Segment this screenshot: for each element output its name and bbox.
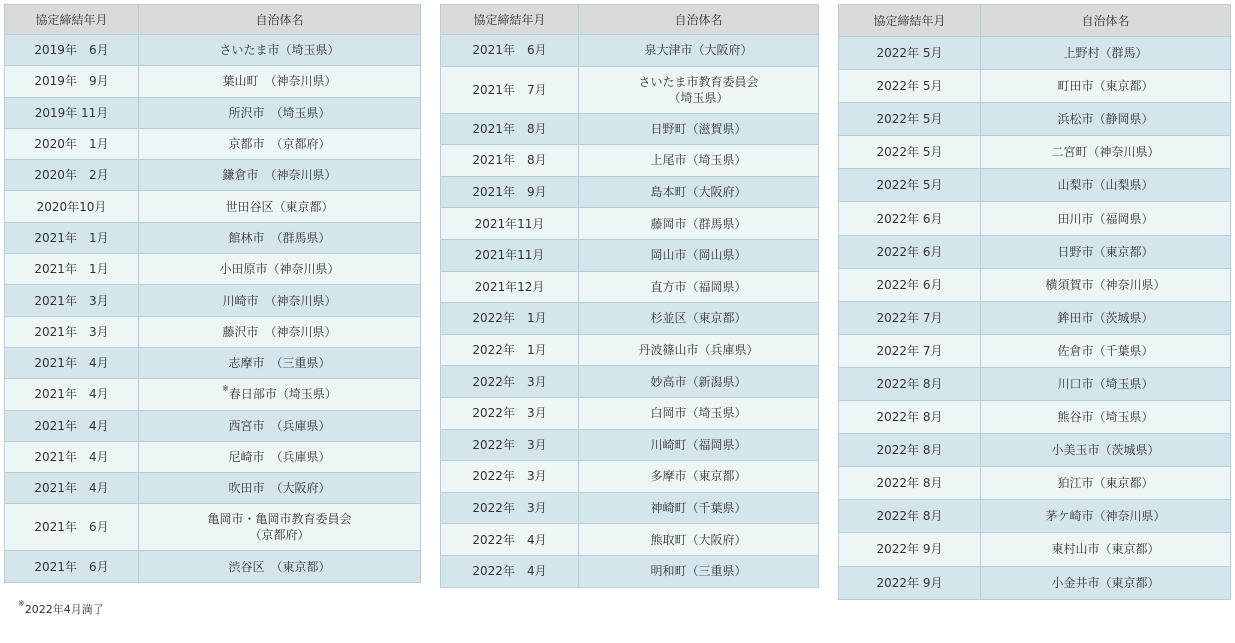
municipality-label: 小美玉市（茨城県）: [1051, 443, 1160, 458]
footnote-mark: ※: [18, 599, 25, 609]
agreement-date: 2019年 11月: [5, 97, 139, 128]
municipality-label: 小田原市（神奈川県）: [219, 262, 340, 277]
agreement-date: 2022年 3月: [441, 492, 579, 524]
municipality-label: 島本町（大阪府）: [650, 185, 747, 200]
municipality-label: 京都市 （京都府）: [228, 137, 331, 152]
municipality-name: [579, 429, 819, 461]
agreement-date: 2022年 3月: [441, 397, 579, 429]
agreement-date: 2021年 3月: [5, 316, 139, 347]
municipality-label: 上尾市（埼玉県）: [650, 153, 747, 168]
municipality-label: 直方市（福岡県）: [650, 279, 747, 294]
agreement-date: 2022年 5月: [839, 70, 981, 103]
table-row: [5, 379, 421, 410]
table-row: [5, 410, 421, 441]
agreement-date: 2022年 8月: [839, 467, 981, 500]
municipality-label: 山梨市（山梨県）: [1057, 178, 1154, 193]
name-column-header: 自治体名: [579, 5, 819, 35]
municipality-name: [981, 500, 1231, 533]
footnote: [18, 601, 104, 617]
agreement-date: 2022年 8月: [839, 367, 981, 400]
table-row: [839, 103, 1231, 136]
municipality-name: [981, 169, 1231, 202]
table-row: [839, 37, 1231, 70]
municipality-name: [981, 301, 1231, 334]
municipality-label: 所沢市 （埼玉県）: [228, 105, 331, 120]
municipality-label: 川崎市 （神奈川県）: [222, 293, 337, 308]
agreement-date: 2021年 6月: [441, 35, 579, 67]
municipality-name: [139, 347, 421, 378]
municipality-label: 浜松市（静岡県）: [1057, 112, 1154, 127]
municipality-label: 渋谷区 （東京都）: [228, 559, 331, 574]
table-row: [839, 70, 1231, 103]
date-column-header: 協定締結年月: [839, 5, 981, 37]
agreement-date: 2022年 7月: [839, 301, 981, 334]
municipality-label: 西宮市 （兵庫県）: [228, 418, 331, 433]
municipality-name: [139, 222, 421, 253]
agreement-date: 2022年 5月: [839, 136, 981, 169]
agreement-date: 2022年 8月: [839, 500, 981, 533]
table-row: [5, 316, 421, 347]
agreement-table-2: [440, 4, 819, 588]
table-row: [441, 303, 819, 335]
municipality-name: [579, 397, 819, 429]
municipality-name: [139, 410, 421, 441]
agreement-date: 2022年 8月: [839, 401, 981, 434]
agreement-date: 2022年 4月: [441, 524, 579, 556]
municipality-name: [579, 35, 819, 67]
municipality-name: [139, 128, 421, 159]
municipality-label: 熊谷市（埼玉県）: [1057, 410, 1154, 425]
agreement-date: 2020年10月: [5, 191, 139, 222]
municipality-name: [981, 37, 1231, 70]
municipality-name: [579, 239, 819, 271]
header-row: [441, 5, 819, 35]
municipality-label: 丹波篠山市（兵庫県）: [638, 343, 759, 358]
municipality-label: 世田谷区（東京都）: [225, 199, 334, 214]
table-row: [441, 113, 819, 145]
table-row: [441, 429, 819, 461]
name-column-header: 自治体名: [981, 5, 1231, 37]
agreement-date: 2022年 3月: [441, 366, 579, 398]
table-row: [839, 334, 1231, 367]
table-row: [839, 401, 1231, 434]
municipality-label: さいたま市（埼玉県）: [219, 43, 340, 58]
agreement-date: 2021年 6月: [5, 551, 139, 582]
table-row: [839, 467, 1231, 500]
table-row: [441, 461, 819, 493]
header-row: [839, 5, 1231, 37]
municipality-name: [981, 235, 1231, 268]
municipality-label: 町田市（東京都）: [1057, 79, 1154, 94]
table-row: [5, 97, 421, 128]
table-row: [5, 35, 421, 66]
municipality-name: [981, 103, 1231, 136]
municipality-label: 尼崎市 （兵庫県）: [228, 450, 331, 464]
agreement-date: 2022年 6月: [839, 268, 981, 301]
municipality-name: [579, 461, 819, 493]
municipality-label: 横須賀市（神奈川県）: [1045, 277, 1166, 292]
municipality-label: 二宮町（神奈川県）: [1051, 145, 1160, 160]
municipality-label: 東村山市（東京都）: [1051, 542, 1160, 557]
agreement-date: 2022年 8月: [839, 434, 981, 467]
municipality-name: [139, 254, 421, 285]
table-row: [5, 347, 421, 378]
table-row: [839, 301, 1231, 334]
agreement-date: 2022年 5月: [839, 103, 981, 136]
municipality-label: 館林市 （群馬県）: [228, 230, 331, 245]
date-column-header: 協定締結年月: [5, 5, 139, 35]
table-row: [839, 434, 1231, 467]
table-row: [441, 271, 819, 303]
agreement-date: 2021年 1月: [5, 254, 139, 285]
agreement-date: 2022年 1月: [441, 303, 579, 335]
municipality-label: 佐倉市（千葉県）: [1057, 343, 1154, 358]
agreement-date: 2022年 1月: [441, 334, 579, 366]
table-row: [5, 285, 421, 316]
municipality-name: [579, 113, 819, 145]
agreement-date: 2022年 5月: [839, 169, 981, 202]
table-row: [839, 566, 1231, 599]
table-row: [441, 334, 819, 366]
agreement-date: 2022年 9月: [839, 566, 981, 599]
agreement-date: 2021年12月: [441, 271, 579, 303]
agreement-date: 2021年 4月: [5, 379, 139, 410]
municipality-label: 川口市（埼玉県）: [1057, 376, 1154, 391]
municipality-name: [579, 66, 819, 113]
agreement-date: 2022年 7月: [839, 334, 981, 367]
municipality-label: 多摩市（東京都）: [650, 469, 747, 484]
municipality-name: [579, 366, 819, 398]
table-row: [441, 176, 819, 208]
municipality-name: [981, 202, 1231, 235]
municipality-label: 泉大津市（大阪府）: [644, 43, 753, 58]
municipality-name: [139, 504, 421, 551]
table-row: [441, 524, 819, 556]
agreement-date: 2022年 6月: [839, 235, 981, 268]
name-column-header: 自治体名: [139, 5, 421, 35]
municipality-name: [139, 97, 421, 128]
header-row: [5, 5, 421, 35]
municipality-label: さいたま市教育委員会 （埼玉県）: [638, 74, 759, 105]
table-row: [441, 66, 819, 113]
municipality-name: [981, 401, 1231, 434]
agreement-date: 2021年 6月: [5, 504, 139, 551]
municipality-name: [139, 441, 421, 472]
table-row: [5, 473, 421, 504]
municipality-name: [579, 303, 819, 335]
municipality-label: 熊取町（大阪府）: [650, 532, 747, 547]
table-row: [839, 235, 1231, 268]
agreement-date: 2021年 4月: [5, 347, 139, 378]
municipality-label: 吹田市 （大阪府）: [228, 481, 331, 496]
municipality-label: 杉並区（東京都）: [650, 311, 747, 326]
municipality-name: [139, 316, 421, 347]
agreement-date: 2021年 9月: [441, 176, 579, 208]
municipality-name: [981, 367, 1231, 400]
table-row: [5, 191, 421, 222]
table-row: [839, 367, 1231, 400]
table-row: [441, 208, 819, 240]
agreement-date: 2021年 3月: [5, 285, 139, 316]
table-row: [839, 202, 1231, 235]
table-row: [839, 268, 1231, 301]
agreement-date: 2022年 6月: [839, 202, 981, 235]
municipality-label: 上野村（群馬）: [1063, 46, 1148, 61]
municipality-name: [579, 555, 819, 587]
municipality-name: [579, 492, 819, 524]
municipality-label: 日野市（東京都）: [1057, 244, 1154, 259]
municipality-label: 明和町（三重県）: [650, 564, 747, 579]
municipality-label: 藤沢市 （神奈川県）: [222, 324, 337, 339]
agreement-date: 2021年11月: [441, 208, 579, 240]
agreement-date: 2021年 8月: [441, 145, 579, 177]
municipality-name: [579, 208, 819, 240]
table-row: [839, 500, 1231, 533]
table-row: [5, 222, 421, 253]
table-row: [441, 35, 819, 67]
municipality-name: [981, 268, 1231, 301]
municipality-label: 狛江市（東京都）: [1057, 476, 1154, 491]
agreement-date: 2021年 8月: [441, 113, 579, 145]
agreement-date: 2021年 4月: [5, 441, 139, 472]
agreement-date: 2022年 3月: [441, 461, 579, 493]
table-row: [839, 136, 1231, 169]
agreement-date: 2021年 4月: [5, 410, 139, 441]
municipality-name: [981, 533, 1231, 566]
table-row: [5, 551, 421, 582]
municipality-label: 白岡市（埼玉県）: [650, 406, 747, 421]
agreement-date: 2021年 4月: [5, 473, 139, 504]
municipality-label: 葉山町 （神奈川県）: [222, 74, 337, 89]
municipality-name: [579, 524, 819, 556]
date-column-header: 協定締結年月: [441, 5, 579, 35]
table-row: [839, 169, 1231, 202]
agreement-date: 2019年 9月: [5, 66, 139, 97]
municipality-name: [139, 35, 421, 66]
table-row: [441, 145, 819, 177]
municipality-name: [139, 191, 421, 222]
municipality-name: [981, 136, 1231, 169]
table-row: [441, 366, 819, 398]
municipality-label: 藤岡市（群馬県）: [650, 216, 747, 231]
municipality-name: [981, 467, 1231, 500]
agreement-date: 2020年 1月: [5, 128, 139, 159]
municipality-label: 岡山市（岡山県）: [650, 248, 747, 263]
municipality-name: [981, 434, 1231, 467]
table-row: [5, 66, 421, 97]
municipality-name: [139, 379, 421, 410]
table-row: [5, 441, 421, 472]
municipality-label: 茅ケ崎市（神奈川県）: [1045, 509, 1166, 524]
municipality-label: 妙高市（新潟県）: [650, 374, 747, 389]
municipality-name: [139, 285, 421, 316]
table-row: [5, 128, 421, 159]
agreement-date: 2021年 7月: [441, 66, 579, 113]
municipality-name: [579, 145, 819, 177]
municipality-name: [139, 66, 421, 97]
agreement-date: 2022年 5月: [839, 37, 981, 70]
municipality-label: 春日部市（埼玉県）: [228, 387, 337, 402]
table-row: [5, 160, 421, 191]
agreement-date: 2021年11月: [441, 239, 579, 271]
agreement-date: 2021年 1月: [5, 222, 139, 253]
footnote-mark: ※: [222, 384, 229, 394]
table-row: [441, 239, 819, 271]
agreement-date: 2022年 4月: [441, 555, 579, 587]
municipality-name: [981, 334, 1231, 367]
table-row: [441, 492, 819, 524]
municipality-label: 鉾田市（茨城県）: [1057, 310, 1154, 325]
agreement-date: 2022年 3月: [441, 429, 579, 461]
table-row: [5, 254, 421, 285]
table-row: [441, 397, 819, 429]
table-row: [839, 533, 1231, 566]
municipality-name: [139, 473, 421, 504]
municipality-label: 日野町（滋賀県）: [650, 121, 747, 136]
municipality-label: 神崎町（千葉県）: [650, 501, 747, 516]
agreement-date: 2022年 9月: [839, 533, 981, 566]
municipality-name: [579, 334, 819, 366]
municipality-label: 田川市（福岡県）: [1057, 211, 1154, 226]
municipality-label: 志摩市 （三重県）: [228, 356, 331, 371]
municipality-name: [139, 551, 421, 582]
municipality-name: [981, 70, 1231, 103]
agreement-table-3: [838, 4, 1231, 600]
agreement-date: 2019年 6月: [5, 35, 139, 66]
footnote-text: 2022年4月満了: [24, 603, 104, 616]
table-row: [441, 555, 819, 587]
agreement-date: 2020年 2月: [5, 160, 139, 191]
municipality-name: [139, 160, 421, 191]
agreement-table-1: [4, 4, 421, 583]
municipality-label: 亀岡市・亀岡市教育委員会 （京都府）: [207, 512, 352, 543]
municipality-name: [981, 566, 1231, 599]
municipality-label: 小金井市（東京都）: [1051, 575, 1160, 590]
municipality-label: 川崎町（福岡県）: [650, 437, 747, 452]
table-row: [5, 504, 421, 551]
municipality-label: 鎌倉市 （神奈川県）: [222, 168, 337, 183]
municipality-name: [579, 176, 819, 208]
municipality-name: [579, 271, 819, 303]
